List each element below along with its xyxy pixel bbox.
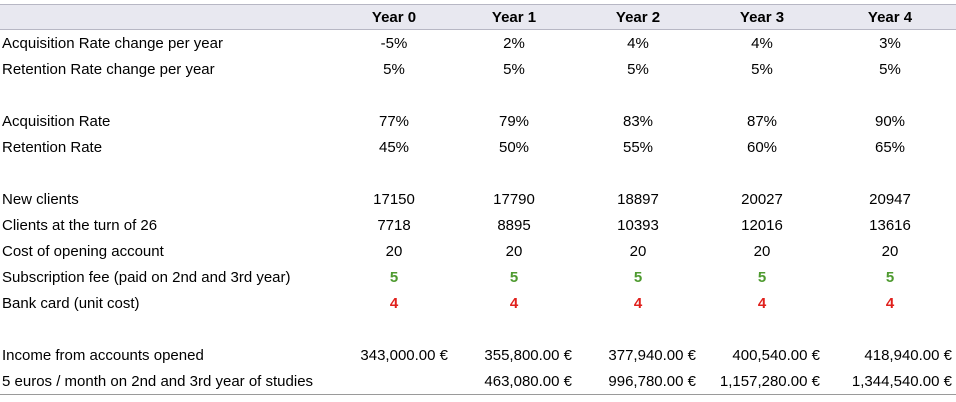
spacer-row [0, 82, 956, 108]
cell-year-4: 4 [885, 294, 895, 312]
header-row [0, 5, 956, 30]
cell-year-3: 400,540.00 € [732, 346, 820, 364]
cell-year-0: 5 [389, 268, 399, 286]
cell-year-2: 996,780.00 € [576, 368, 700, 395]
cell-year-2: 10393 [617, 216, 659, 234]
cell-year-0: 343,000.00 € [360, 346, 448, 364]
cell-year-4: 5% [879, 60, 901, 78]
cell-year-1: 5 [509, 268, 519, 286]
cell-year-0: 77% [378, 112, 410, 130]
cell-year-4: 13616 [869, 216, 911, 234]
row-new-clients [0, 186, 956, 212]
cell-year-4: 20947 [869, 190, 911, 208]
cell-year-1: 4 [509, 294, 519, 312]
cell-year-4: 418,940.00 € [864, 346, 952, 364]
cell-year-3: 1,157,280.00 € [700, 368, 824, 395]
cell-year-2: 83% [622, 112, 654, 130]
row-label: Bank card (unit cost) [2, 294, 140, 312]
row-subscription-fee [0, 264, 956, 290]
cell-year-3: 4% [751, 34, 773, 52]
header-year-2: Year 2 [576, 5, 700, 30]
cell-year-0: -5% [380, 34, 408, 52]
cell-year-0: 17150 [373, 190, 415, 208]
row-retention-rate-change [0, 56, 956, 82]
cell-year-4: 3% [879, 34, 901, 52]
cell-year-3: 12016 [741, 216, 783, 234]
cell-year-3: 5 [757, 268, 767, 286]
row-label: Cost of opening account [2, 242, 164, 260]
cell-year-4: 1,344,540.00 € [824, 368, 956, 395]
cell-year-0: 20 [385, 242, 403, 260]
cell-year-1: 50% [498, 138, 530, 156]
cell-year-2: 55% [622, 138, 654, 156]
cell-year-2: 377,940.00 € [608, 346, 696, 364]
cell-year-2: 4% [627, 34, 649, 52]
projection-table [0, 4, 956, 395]
cell-year-1: 355,800.00 € [484, 346, 572, 364]
cell-year-0 [336, 368, 452, 395]
cell-year-3: 60% [746, 138, 778, 156]
cell-year-2: 5% [627, 60, 649, 78]
row-income-accounts-opened [0, 342, 956, 368]
header-year-4: Year 4 [824, 5, 956, 30]
cell-year-3: 20 [753, 242, 771, 260]
cell-year-0: 5% [383, 60, 405, 78]
cell-year-4: 65% [874, 138, 906, 156]
cell-year-3: 5% [751, 60, 773, 78]
cell-year-1: 20 [505, 242, 523, 260]
cell-year-1: 463,080.00 € [452, 368, 576, 395]
row-cost-opening-account [0, 238, 956, 264]
row-label: New clients [2, 190, 79, 208]
row-label: Acquisition Rate [2, 112, 111, 130]
row-retention-rate [0, 134, 956, 160]
cell-year-3: 4 [757, 294, 767, 312]
spacer-row [0, 316, 956, 342]
row-acquisition-rate-change [0, 30, 956, 57]
header-blank-cell [0, 5, 336, 30]
cell-year-3: 20027 [741, 190, 783, 208]
cell-year-1: 2% [503, 34, 525, 52]
cell-year-3: 87% [746, 112, 778, 130]
header-year-3: Year 3 [700, 5, 824, 30]
cell-year-4: 90% [874, 112, 906, 130]
cell-year-1: 8895 [497, 216, 531, 234]
spacer-row [0, 160, 956, 186]
row-label: Retention Rate [2, 138, 103, 156]
header-year-1: Year 1 [452, 5, 576, 30]
cell-year-1: 17790 [493, 190, 535, 208]
cell-year-2: 5 [633, 268, 643, 286]
row-label: Income from accounts opened [2, 346, 204, 364]
cell-year-4: 5 [885, 268, 895, 286]
row-label: Retention Rate change per year [2, 60, 215, 78]
row-five-euros-month [0, 368, 956, 395]
row-bank-card [0, 290, 956, 316]
row-label: Acquisition Rate change per year [2, 34, 223, 52]
row-clients-turn-26 [0, 212, 956, 238]
cell-year-4: 20 [881, 242, 899, 260]
cell-year-1: 5% [503, 60, 525, 78]
row-label: 5 euros / month on 2nd and 3rd year of studies [0, 368, 336, 395]
row-label: Subscription fee (paid on 2nd and 3rd year) [2, 268, 291, 286]
row-label: Clients at the turn of 26 [2, 216, 158, 234]
cell-year-1: 79% [498, 112, 530, 130]
cell-year-0: 4 [389, 294, 399, 312]
row-acquisition-rate [0, 108, 956, 134]
header-year-0: Year 0 [336, 5, 452, 30]
cell-year-2: 18897 [617, 190, 659, 208]
cell-year-2: 20 [629, 242, 647, 260]
cell-year-0: 45% [378, 138, 410, 156]
cell-year-2: 4 [633, 294, 643, 312]
cell-year-0: 7718 [377, 216, 411, 234]
